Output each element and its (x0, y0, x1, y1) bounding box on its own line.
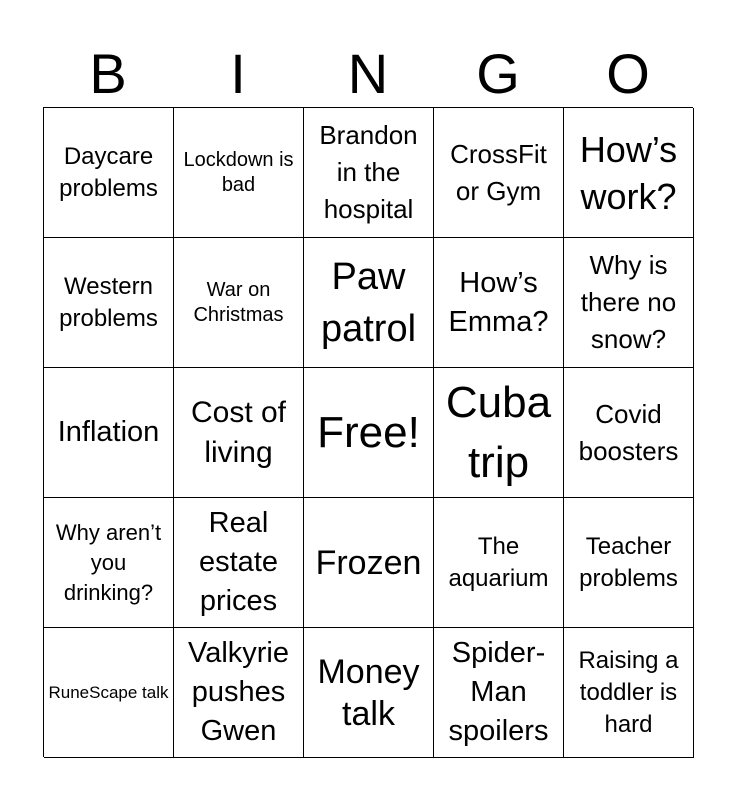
cell-text: Valkyrie pushes Gwen (188, 637, 289, 747)
header-letter-n: N (347, 42, 389, 105)
bingo-card-grid (43, 107, 693, 757)
cell-text: Why is there no snow? (580, 250, 677, 354)
cell-text: RuneScape talk (48, 682, 169, 702)
bingo-header (43, 40, 693, 108)
bingo-cell[interactable] (304, 498, 434, 628)
bingo-cell[interactable] (44, 238, 174, 368)
bingo-cell[interactable] (44, 368, 174, 498)
free-space-text: Free! (317, 407, 420, 457)
bingo-cell[interactable] (564, 108, 694, 238)
bingo-cell[interactable] (174, 498, 304, 628)
bingo-cell[interactable] (44, 498, 174, 628)
header-letter-i: I (230, 42, 246, 105)
bingo-cell[interactable] (434, 108, 564, 238)
bingo-cell[interactable] (434, 368, 564, 498)
bingo-cell[interactable] (174, 368, 304, 498)
cell-text: How’s Emma? (448, 266, 549, 338)
cell-text: CrossFit or Gym (450, 138, 547, 206)
cell-text: How’s work? (579, 128, 678, 217)
cell-text: Cost of living (190, 395, 287, 469)
header-letter-b: B (89, 42, 127, 105)
cell-text: Brandon in the hospital (319, 120, 418, 224)
bingo-cell[interactable] (564, 628, 694, 758)
cell-text: Frozen (315, 543, 422, 582)
cell-text: War on Christmas (193, 278, 284, 326)
header-letter-g: G (476, 42, 520, 105)
free-space-cell[interactable] (304, 368, 434, 498)
cell-text: Why aren’t you drinking? (55, 519, 162, 605)
bingo-cell[interactable] (564, 368, 694, 498)
cell-text: Lockdown is bad (183, 148, 294, 196)
bingo-cell[interactable] (174, 108, 304, 238)
cell-text: Real estate prices (199, 507, 278, 617)
cell-text: Money talk (317, 652, 420, 733)
header-letter-o: O (606, 42, 650, 105)
cell-text: Teacher problems (579, 532, 678, 592)
bingo-cell[interactable] (44, 628, 174, 758)
cell-text: Covid boosters (578, 398, 679, 466)
bingo-cell[interactable] (564, 238, 694, 368)
cell-text: Raising a toddler is hard (578, 646, 679, 738)
bingo-cell[interactable] (174, 628, 304, 758)
bingo-cell[interactable] (304, 628, 434, 758)
bingo-cell[interactable] (434, 628, 564, 758)
cell-text: Spider-Man spoilers (448, 637, 549, 747)
cell-text: Cuba trip (445, 377, 552, 487)
bingo-cell[interactable] (434, 238, 564, 368)
cell-text: The aquarium (448, 532, 549, 592)
cell-text: Daycare problems (59, 142, 158, 202)
bingo-cell[interactable] (304, 108, 434, 238)
bingo-cell[interactable] (44, 108, 174, 238)
cell-text: Paw patrol (320, 255, 417, 350)
bingo-cell[interactable] (304, 238, 434, 368)
bingo-cell[interactable] (434, 498, 564, 628)
cell-text: Inflation (57, 416, 160, 448)
cell-text: Western problems (59, 272, 158, 332)
bingo-cell[interactable] (564, 498, 694, 628)
bingo-cell[interactable] (174, 238, 304, 368)
